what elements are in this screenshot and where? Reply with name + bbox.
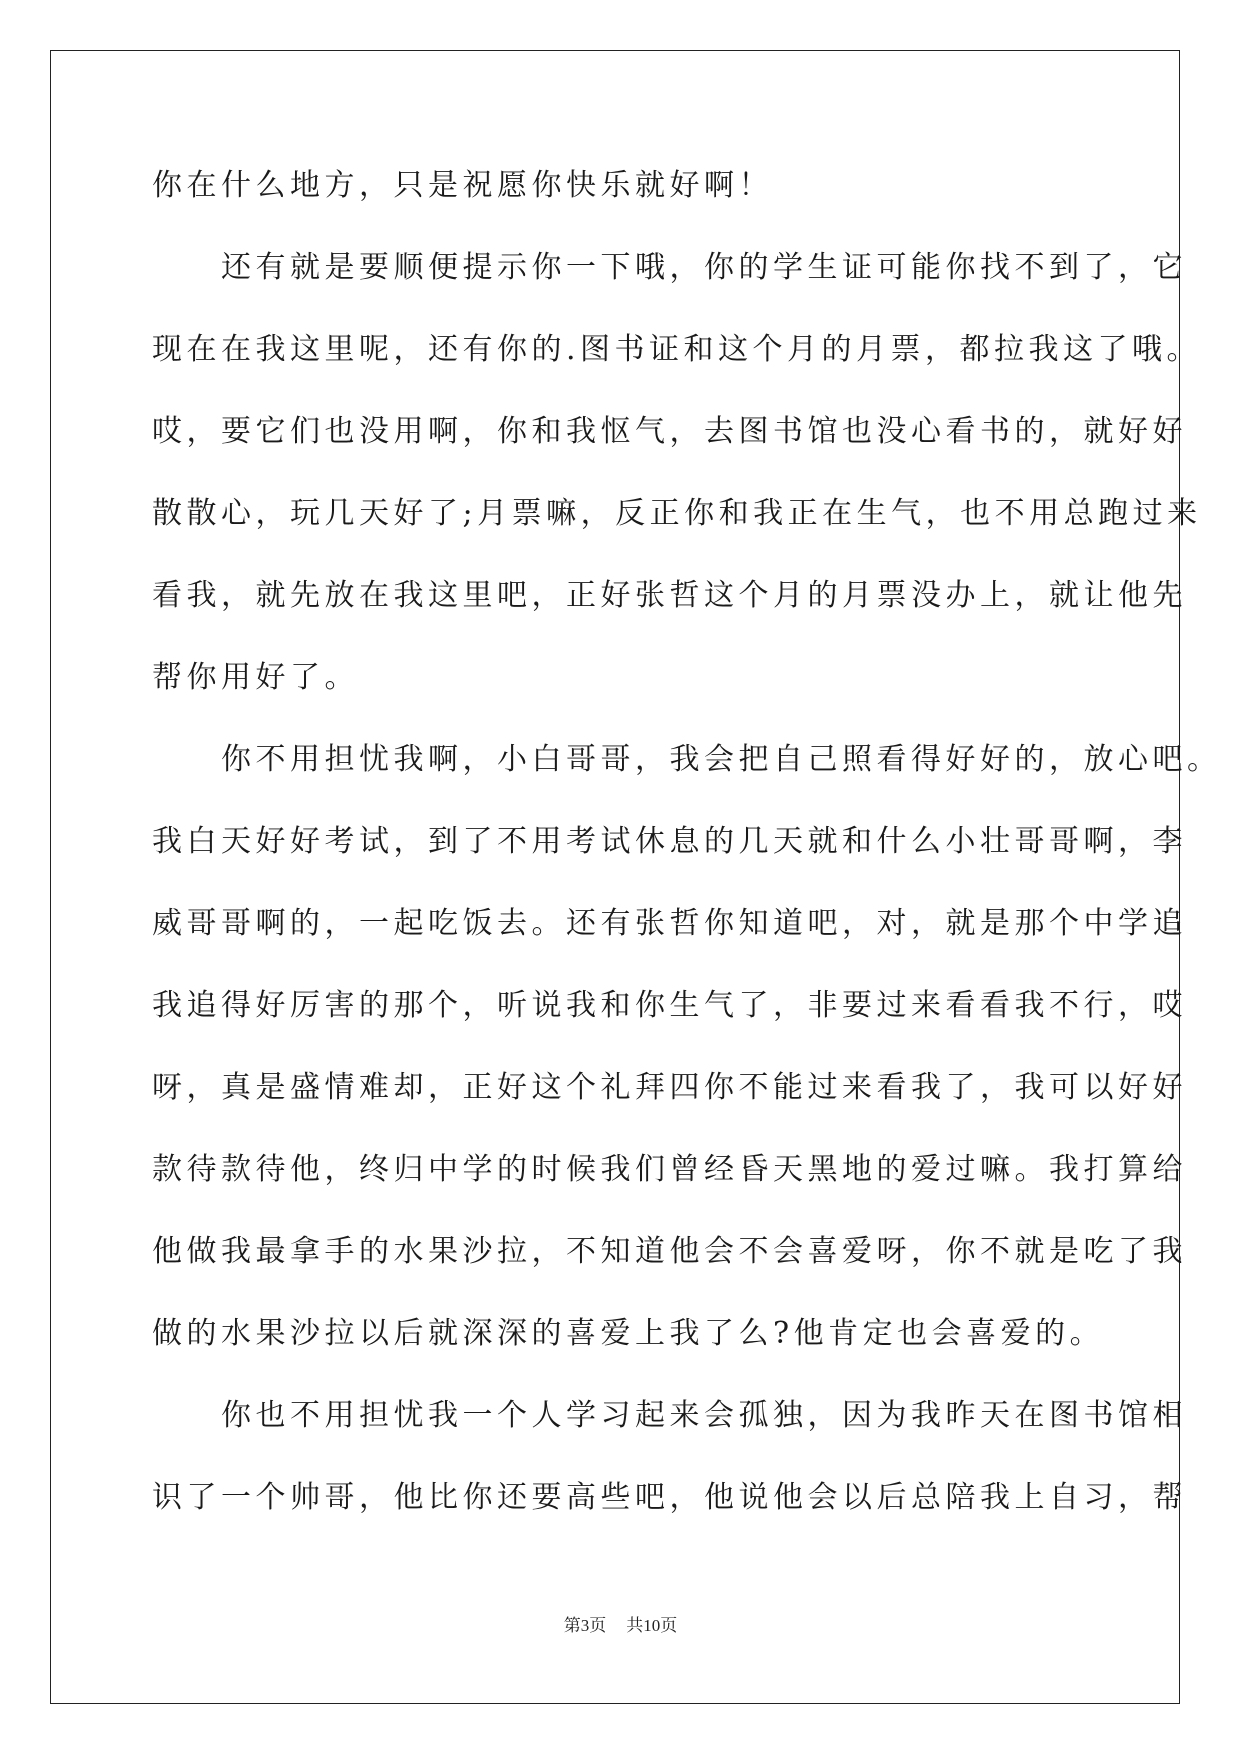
- text-line: 哎，要它们也没用啊，你和我怄气，去图书馆也没心看书的，就好好: [152, 414, 1187, 449]
- text-line: 识了一个帅哥，他比你还要高些吧，他说他会以后总陪我上自习，帮: [152, 1480, 1187, 1515]
- page-number-current: 第3页: [563, 1616, 607, 1635]
- text-line: 帮你用好了。: [152, 660, 359, 695]
- text-line: 威哥哥啊的，一起吃饭去。还有张哲你知道吧，对，就是那个中学追: [152, 906, 1187, 941]
- text-line: 做的水果沙拉以后就深深的喜爱上我了么?他肯定也会喜爱的。: [152, 1316, 1105, 1351]
- text-line: 你不用担忧我啊，小白哥哥，我会把自己照看得好好的，放心吧。: [152, 742, 1222, 777]
- text-line: 他做我最拿手的水果沙拉，不知道他会不会喜爱呀，你不就是吃了我: [152, 1234, 1187, 1269]
- page-footer: [0, 1611, 1241, 1636]
- text-line: 我追得好厉害的那个，听说我和你生气了，非要过来看看我不行，哎: [152, 988, 1187, 1023]
- text-line: 你也不用担忧我一个人学习起来会孤独，因为我昨天在图书馆相: [152, 1398, 1187, 1433]
- document-body: [152, 163, 1222, 1557]
- text-line: 款待款待他，终归中学的时候我们曾经昏天黑地的爱过嘛。我打算给: [152, 1152, 1187, 1187]
- text-line: 呀，真是盛情难却，正好这个礼拜四你不能过来看我了，我可以好好: [152, 1070, 1187, 1105]
- text-line: 你在什么地方，只是祝愿你快乐就好啊！: [152, 168, 773, 203]
- text-line: 还有就是要顺便提示你一下哦，你的学生证可能你找不到了，它: [152, 250, 1187, 285]
- text-line: 散散心，玩几天好了;月票嘛，反正你和我正在生气，也不用总跑过来: [152, 496, 1202, 531]
- page-number-total: 共10页: [626, 1616, 678, 1635]
- text-line: 现在在我这里呢，还有你的.图书证和这个月的月票，都拉我这了哦。: [152, 332, 1202, 367]
- text-line: 看我，就先放在我这里吧，正好张哲这个月的月票没办上，就让他先: [152, 578, 1187, 613]
- text-line: 我白天好好考试，到了不用考试休息的几天就和什么小壮哥哥啊，李: [152, 824, 1187, 859]
